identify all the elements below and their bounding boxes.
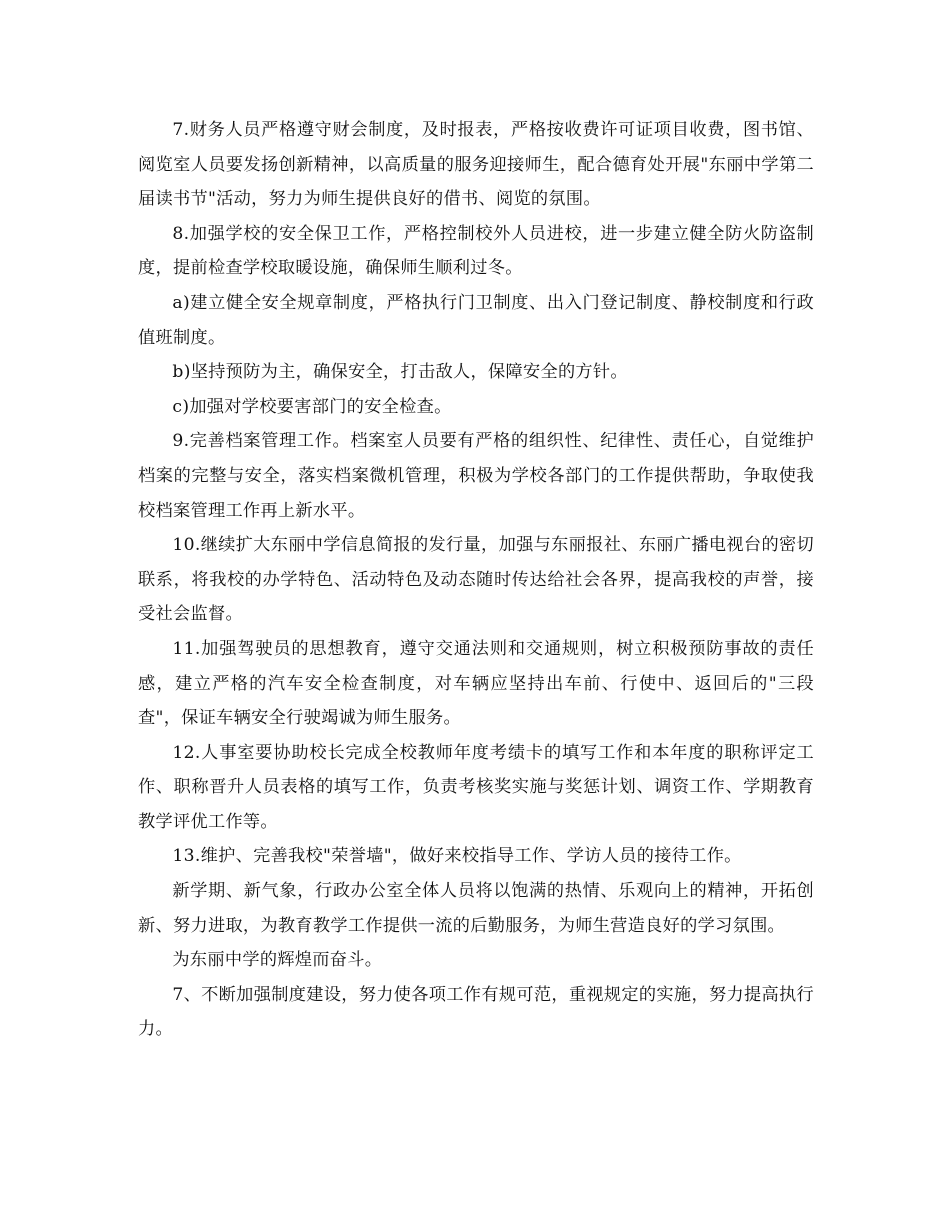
paragraph-subitem-c: c)加强对学校要害部门的安全检查。 bbox=[172, 396, 452, 417]
paragraph-item-12-personnel: 12.人事室要协助校长完成全校教师年度考绩卡的填写工作和本年度的职称评定工作、职称晋升人员表格的填写工作，负责考核奖实施与奖惩计划、调资工作、学期教育教学评优工作等。 bbox=[138, 742, 814, 832]
paragraph-item-9-archives: 9.完善档案管理工作。档案室人员要有严格的组织性、纪律性、责任心，自觉维护档案的完整与安全，落实档案微机管理，积极为学校各部门的工作提供帮助，争取使我校档案管理工作再上新水平。 bbox=[138, 431, 814, 521]
paragraph-closing-slogan: 为东丽中学的辉煌而奋斗。 bbox=[172, 950, 383, 971]
paragraph-new-semester: 新学期、新气象，行政办公室全体人员将以饱满的热情、乐观向上的精神，开拓创新、努力进取，为教育教学工作提供一流的后勤服务，为师生营造良好的学习氛围。 bbox=[138, 881, 814, 936]
paragraph-subitem-b: b)坚持预防为主，确保安全，打击敌人，保障安全的方针。 bbox=[172, 362, 628, 383]
paragraph-item-7-finance: 7.财务人员严格遵守财会制度，及时报表，严格按收费许可证项目收费，图书馆、阅览室人员要发扬创新精神，以高质量的服务迎接师生，配合德育处开展"东丽中学第二届读书节"活动，努力为师生提供良好的借书、阅览的氛围。 bbox=[138, 120, 814, 210]
paragraph-item-11-drivers: 11.加强驾驶员的思想教育，遵守交通法则和交通规则，树立积极预防事故的责任感，建立严格的汽车安全检查制度，对车辆应坚持出车前、行使中、返回后的"三段查"，保证车辆安全行驶竭诚为师生服务。 bbox=[138, 638, 814, 729]
paragraph-item-10-newsletter: 10.继续扩大东丽中学信息简报的发行量，加强与东丽报社、东丽广播电视台的密切联系，将我校的办学特色、活动特色及动态随时传达给社会各界，提高我校的声誉，接受社会监督。 bbox=[138, 535, 814, 625]
paragraph-item-13-honor-wall: 13.维护、完善我校"荣誉墙"，做好来校指导工作、学访人员的接待工作。 bbox=[172, 846, 742, 867]
paragraph-subitem-a: a)建立健全安全规章制度，严格执行门卫制度、出入门登记制度、静校制度和行政值班制度。 bbox=[138, 292, 814, 348]
document-body bbox=[138, 113, 814, 1047]
paragraph-item-7-regulations: 7、不断加强制度建设，努力使各项工作有规可范，重视规定的实施，努力提高执行力。 bbox=[138, 984, 814, 1040]
paragraph-item-8-security: 8.加强学校的安全保卫工作，严格控制校外人员进校，进一步建立健全防火防盗制度，提前检查学校取暖设施，确保师生顺利过冬。 bbox=[138, 223, 814, 279]
